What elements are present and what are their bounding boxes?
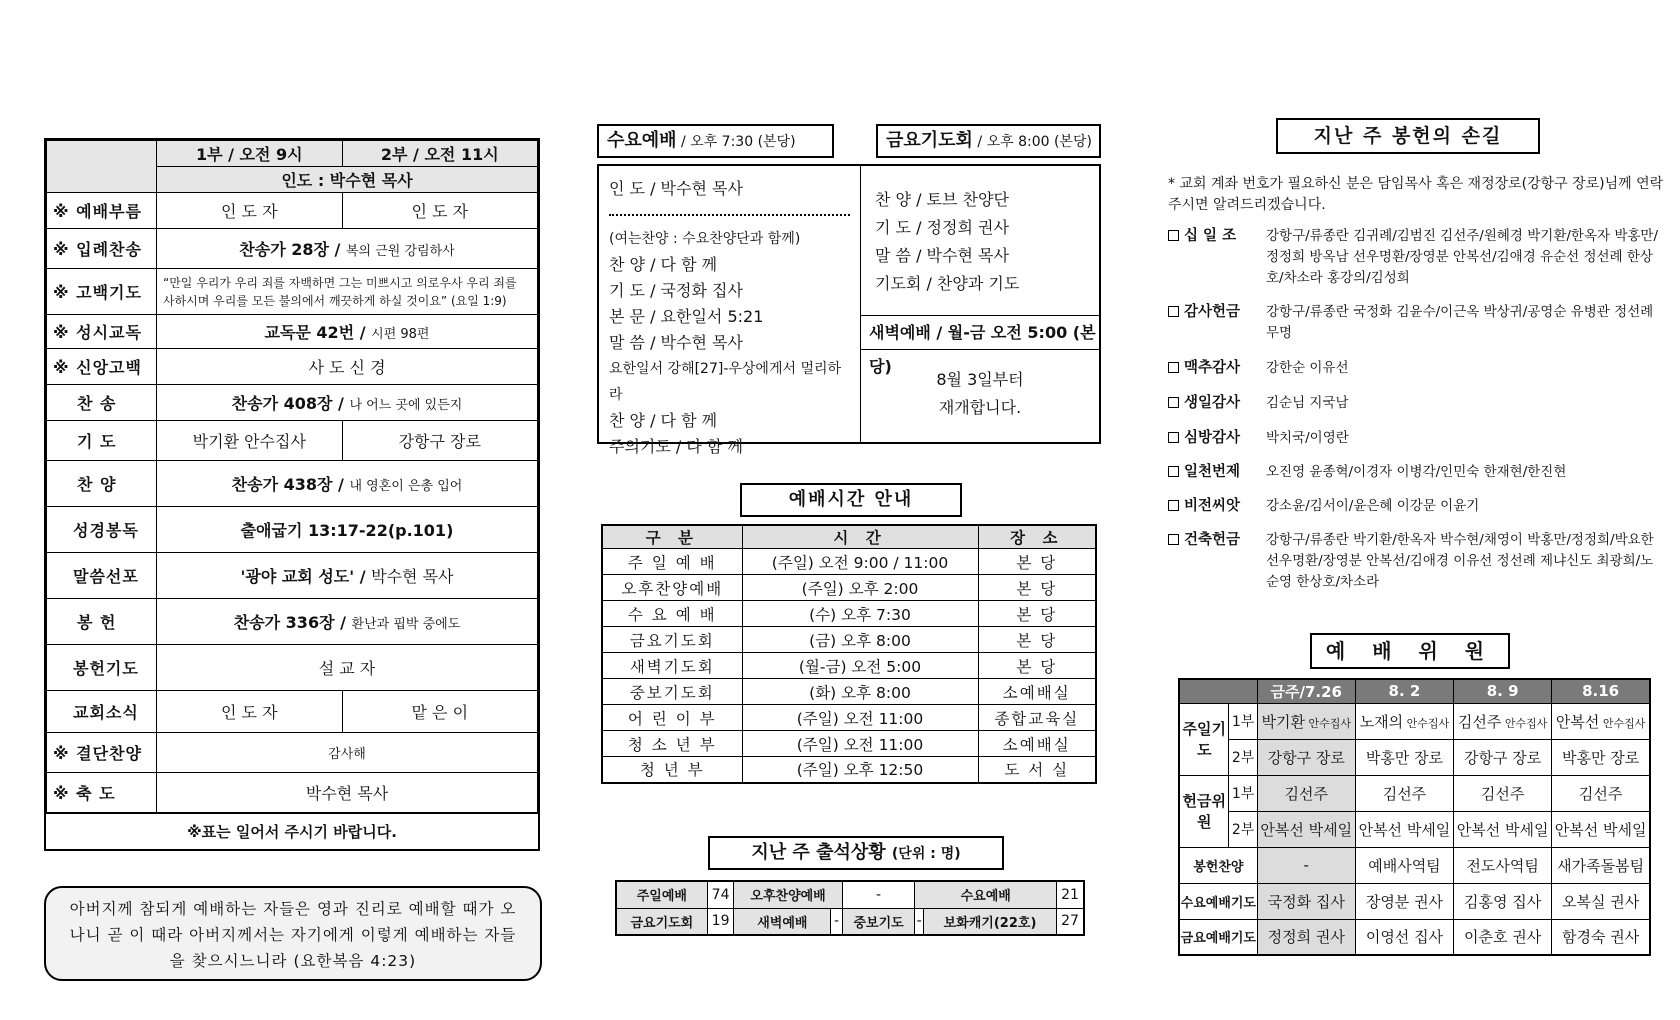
- friday-line: 기 도 / 정정희 권사: [875, 218, 1009, 237]
- news-leader: 인 도 자: [157, 691, 343, 733]
- offering-row: 일천번제 오진영 윤종혁/이경자 이병각/인민숙 한재현/한진현: [1168, 462, 1663, 483]
- responsive-reading: 교독문 42번 / 시편 98편: [157, 315, 538, 349]
- times-time: (주일) 오전 9:00 / 11:00: [742, 549, 978, 575]
- part-label: 2부: [1229, 739, 1257, 775]
- wed-cell: 오복실 권사: [1552, 883, 1650, 919]
- service-leader: 인도 : 박수현 목사: [157, 167, 538, 193]
- times-place: 도 서 실: [978, 757, 1096, 783]
- attendance-key: 보화캐기(22호): [924, 908, 1057, 935]
- checkbox-icon: [1168, 534, 1179, 545]
- hymn: 찬송가 408장 / 나 어느 곳에 있든지: [157, 385, 538, 421]
- fri-cell: 함경숙 권사: [1552, 919, 1650, 955]
- confession-quote: “만일 우리가 우리 죄를 자백하면 그는 미쁘시고 의로우사 우리 죄를 사하시며 우리를 모든 불의에서 깨끗하게 하실 것이요” (요일 1:9): [157, 269, 538, 315]
- date-header: 8.16: [1552, 679, 1650, 703]
- prayer-cell: 안복선 안수집사: [1552, 703, 1650, 739]
- news-person: 맡 은 이: [342, 691, 537, 733]
- attendance-value: -: [842, 881, 915, 908]
- times-place: 본 당: [978, 627, 1096, 653]
- offering-row: 생일감사 김순님 지국남: [1168, 393, 1663, 414]
- friday-title: 금요기도회 / 오후 8:00 (본당): [876, 124, 1101, 158]
- attendance-value: 27: [1057, 908, 1084, 935]
- order-footnote: ※표는 일어서 주시기 바랍니다.: [46, 813, 538, 849]
- times-place: 소예배실: [978, 679, 1096, 705]
- dawn-notice: 8월 3일부터 재개합니다.: [936, 370, 1024, 417]
- part-label: 2부: [1229, 811, 1257, 847]
- times-time: (주일) 오전 11:00: [742, 731, 978, 757]
- attendance-value: 21: [1057, 881, 1084, 908]
- row-label: ※ 입례찬송: [47, 229, 157, 269]
- prayer-2: 강항구 장로: [342, 421, 537, 461]
- times-category: 청 소 년 부: [602, 731, 742, 757]
- wed-cell: 장영분 권사: [1355, 883, 1453, 919]
- times-row: [602, 549, 1096, 575]
- offering-praise-label: 봉헌찬양: [1179, 847, 1257, 883]
- prayer-cell: 강항구 장로: [1257, 739, 1355, 775]
- times-place: 본 당: [978, 653, 1096, 679]
- praise: 찬송가 438장 / 내 영혼이 은총 입어: [157, 461, 538, 507]
- wednesday-line: 말 씀 / 박수현 목사: [609, 333, 743, 352]
- money-cell: 안복선 박세일: [1355, 811, 1453, 847]
- call-leader-1: 인 도 자: [157, 193, 343, 229]
- dawn-title: 새벽예배 / 월-금 오전 5:00 (본당): [861, 316, 1099, 350]
- times-row: [602, 601, 1096, 627]
- attendance-key: 오후찬양예배: [734, 881, 842, 908]
- friday-line: 기도회 / 찬양과 기도: [875, 274, 1020, 293]
- times-row: [602, 575, 1096, 601]
- row-label: 말씀선포: [47, 553, 157, 599]
- times-body: [602, 549, 1096, 783]
- times-header: 시 간: [742, 525, 978, 549]
- times-time: (주일) 오후 2:00: [742, 575, 978, 601]
- times-header: 장 소: [978, 525, 1096, 549]
- times-row: [602, 705, 1096, 731]
- money-cell: 안복선 박세일: [1552, 811, 1650, 847]
- prayer-cell: 박홍만 장로: [1552, 739, 1650, 775]
- money-cell: 김선주: [1257, 775, 1355, 811]
- offering-committee-label: 헌금위원: [1179, 775, 1229, 847]
- scripture-reading: 출애굽기 13:17-22(p.101): [157, 507, 538, 553]
- times-row: [602, 653, 1096, 679]
- worship-committee-table: [1178, 678, 1651, 956]
- times-category: 새벽기도회: [602, 653, 742, 679]
- attendance-title: 지난 주 출석상황 (단위 : 명): [708, 836, 1004, 870]
- times-row: [602, 757, 1096, 783]
- checkbox-icon: [1168, 397, 1179, 408]
- attendance-value: -: [915, 908, 924, 935]
- attendance-key: 금요기도회: [616, 908, 707, 935]
- prayer-cell: 강항구 장로: [1454, 739, 1552, 775]
- wednesday-sermon-title: 요한일서 강해[27]-우상에게서 멀리하라: [609, 361, 842, 403]
- wednesday-line: 찬 양 / 다 함 께: [609, 411, 718, 430]
- benediction: 박수현 목사: [157, 773, 538, 813]
- first-service-time: 1부 / 오전 9시: [157, 141, 343, 167]
- times-place: 본 당: [978, 549, 1096, 575]
- service-times-table: [601, 524, 1097, 784]
- attendance-table: [615, 880, 1085, 936]
- bible-verse: 아버지께 참되게 예배하는 자들은 영과 진리로 예배할 때가 오나니 곧 이 때라 아버지께서는 자기에게 이렇게 예배하는 자들을 찾으시느니라 (요한복음 4:23): [44, 886, 542, 981]
- checkbox-icon: [1168, 362, 1179, 373]
- friday-program: [861, 166, 1099, 316]
- date-header: 8. 9: [1454, 679, 1552, 703]
- part-label: 1부: [1229, 703, 1257, 739]
- offer-cell: 새가족돌봄팀: [1552, 847, 1650, 883]
- attendance-key: 중보기도: [842, 908, 915, 935]
- offering-row: 건축헌금 강항구/류종란 박기환/한옥자 박수현/채영이 박홍만/정정희/박요한 선우명환/장영분 안복선/김애경 이유선 정선례 제냐신도 최광희/노순영 한상호/차소라: [1168, 530, 1663, 593]
- times-time: (주일) 오후 12:50: [742, 757, 978, 783]
- row-label: ※ 축 도: [47, 773, 157, 813]
- row-label: ※ 예배부름: [47, 193, 157, 229]
- times-category: 주 일 예 배: [602, 549, 742, 575]
- checkbox-icon: [1168, 500, 1179, 511]
- offering-prayer: 설 교 자: [157, 645, 538, 691]
- offering-hymn: 찬송가 336장 / 환난과 핍박 중에도: [157, 599, 538, 645]
- times-category: 중보기도회: [602, 679, 742, 705]
- offering-title: 지난 주 봉헌의 손길: [1276, 118, 1540, 154]
- friday-line: 말 씀 / 박수현 목사: [875, 246, 1009, 265]
- times-time: (월-금) 오전 5:00: [742, 653, 978, 679]
- prayer-cell: 박기환 안수집사: [1257, 703, 1355, 739]
- wednesday-prayer-label: 수요예배기도: [1179, 883, 1257, 919]
- wednesday-line: 찬 양 / 다 함 께: [609, 255, 718, 274]
- wed-cell: 국정화 집사: [1257, 883, 1355, 919]
- offer-cell: 예배사역팀: [1355, 847, 1453, 883]
- row-label: ※ 신앙고백: [47, 349, 157, 385]
- entrance-hymn: 찬송가 28장 / 복의 근원 강림하사: [157, 229, 538, 269]
- wed-cell: 김홍영 집사: [1454, 883, 1552, 919]
- attendance-key: 수요예배: [915, 881, 1057, 908]
- times-category: 금요기도회: [602, 627, 742, 653]
- times-place: 종합교육실: [978, 705, 1096, 731]
- prayer-cell: 박홍만 장로: [1355, 739, 1453, 775]
- offering-row: 맥추감사 강한순 이유선: [1168, 358, 1663, 379]
- fri-cell: 이영선 집사: [1355, 919, 1453, 955]
- prayer-1: 박기환 안수집사: [157, 421, 343, 461]
- money-cell: 김선주: [1355, 775, 1453, 811]
- offering-row: 비전씨앗 강소윤/김서이/윤은혜 이강문 이윤기: [1168, 496, 1663, 517]
- checkbox-icon: [1168, 466, 1179, 477]
- service-times-title: 예배시간 안내: [740, 483, 962, 517]
- times-category: 오후찬양예배: [602, 575, 742, 601]
- attendance-value: -: [831, 908, 842, 935]
- money-cell: 안복선 박세일: [1454, 811, 1552, 847]
- offer-cell: 전도사역팀: [1454, 847, 1552, 883]
- wednesday-program: [599, 166, 861, 456]
- closing-praise: 감사해: [157, 733, 538, 773]
- times-place: 소예배실: [978, 731, 1096, 757]
- row-label: 봉 헌: [47, 599, 157, 645]
- checkbox-icon: [1168, 306, 1179, 317]
- creed: 사 도 신 경: [157, 349, 538, 385]
- row-label: ※ 고백기도: [47, 269, 157, 315]
- row-label: 찬 양: [47, 461, 157, 507]
- attendance-value: 19: [707, 908, 734, 935]
- fri-cell: 정정희 권사: [1257, 919, 1355, 955]
- offering-row: 십 일 조 강항구/류종란 김귀례/김범진 김선주/원혜경 박기환/한옥자 박홍만/정정희 방옥남 선우명환/장영분 안복선/김애경 유순선 정선례 한상호/차소라 홍강의/김성희: [1168, 226, 1663, 289]
- wednesday-line: 기 도 / 국정화 집사: [609, 281, 743, 300]
- times-time: (금) 오후 8:00: [742, 627, 978, 653]
- times-place: 본 당: [978, 575, 1096, 601]
- times-row: [602, 627, 1096, 653]
- order-table: [46, 140, 538, 813]
- second-service-time: 2부 / 오전 11시: [342, 141, 537, 167]
- times-header: 구 분: [602, 525, 742, 549]
- part-label: 1부: [1229, 775, 1257, 811]
- order-of-service: [44, 138, 540, 851]
- offering-row: 심방감사 박치국/이영란: [1168, 428, 1663, 449]
- row-label: 봉헌기도: [47, 645, 157, 691]
- date-header: 8. 2: [1355, 679, 1453, 703]
- prayer-cell: 노재의 안수집사: [1355, 703, 1453, 739]
- times-row: [602, 731, 1096, 757]
- friday-line: 찬 양 / 토브 찬양단: [875, 190, 1009, 209]
- dotted-divider: [609, 206, 850, 216]
- times-category: 어 린 이 부: [602, 705, 742, 731]
- worship-committee-title: 예 배 위 원: [1310, 633, 1510, 669]
- money-cell: 김선주: [1454, 775, 1552, 811]
- row-label: ※ 성시교독: [47, 315, 157, 349]
- times-category: 수 요 예 배: [602, 601, 742, 627]
- wednesday-line: 주의기도 / 다 함 께: [609, 437, 743, 456]
- sermon: '광야 교회 성도' / 박수현 목사: [157, 553, 538, 599]
- attendance-key: 주일예배: [616, 881, 707, 908]
- row-label: ※ 결단찬양: [47, 733, 157, 773]
- offering-row: 감사헌금 강항구/류종란 국정화 김윤수/이근옥 박상귀/공영순 유병관 정선례 무명: [1168, 302, 1663, 344]
- row-label: 찬 송: [47, 385, 157, 421]
- offer-cell: -: [1257, 847, 1355, 883]
- opening-praise: (여는찬양 : 수요찬양단과 함께): [609, 231, 801, 247]
- sunday-prayer-label: 주일기도: [1179, 703, 1229, 775]
- times-row: [602, 679, 1096, 705]
- prayer-cell: 김선주 안수집사: [1454, 703, 1552, 739]
- times-time: (화) 오후 8:00: [742, 679, 978, 705]
- row-label: 기 도: [47, 421, 157, 461]
- money-cell: 안복선 박세일: [1257, 811, 1355, 847]
- row-label: 교회소식: [47, 691, 157, 733]
- offering-note: * 교회 계좌 번호가 필요하신 분은 담임목사 혹은 재정장로(강항구 장로)님께 연락주시면 알려드리겠습니다.: [1168, 176, 1664, 213]
- times-place: 본 당: [978, 601, 1096, 627]
- attendance-key: 새벽예배: [734, 908, 831, 935]
- times-category: 청 년 부: [602, 757, 742, 783]
- wednesday-friday-box: [597, 164, 1101, 456]
- wednesday-title: 수요예배 / 오후 7:30 (본당): [597, 124, 834, 158]
- checkbox-icon: [1168, 230, 1179, 241]
- row-label: 성경봉독: [47, 507, 157, 553]
- call-leader-2: 인 도 자: [342, 193, 537, 229]
- times-time: (수) 오후 7:30: [742, 601, 978, 627]
- fri-cell: 이춘호 권사: [1454, 919, 1552, 955]
- attendance-value: 74: [707, 881, 734, 908]
- wednesday-leader: 인 도 / 박수현 목사: [609, 179, 743, 198]
- friday-prayer-label: 금요예배기도: [1179, 919, 1257, 955]
- wednesday-line: 본 문 / 요한일서 5:21: [609, 307, 764, 326]
- checkbox-icon: [1168, 432, 1179, 443]
- money-cell: 김선주: [1552, 775, 1650, 811]
- times-time: (주일) 오전 11:00: [742, 705, 978, 731]
- date-header: 금주/7.26: [1257, 679, 1355, 703]
